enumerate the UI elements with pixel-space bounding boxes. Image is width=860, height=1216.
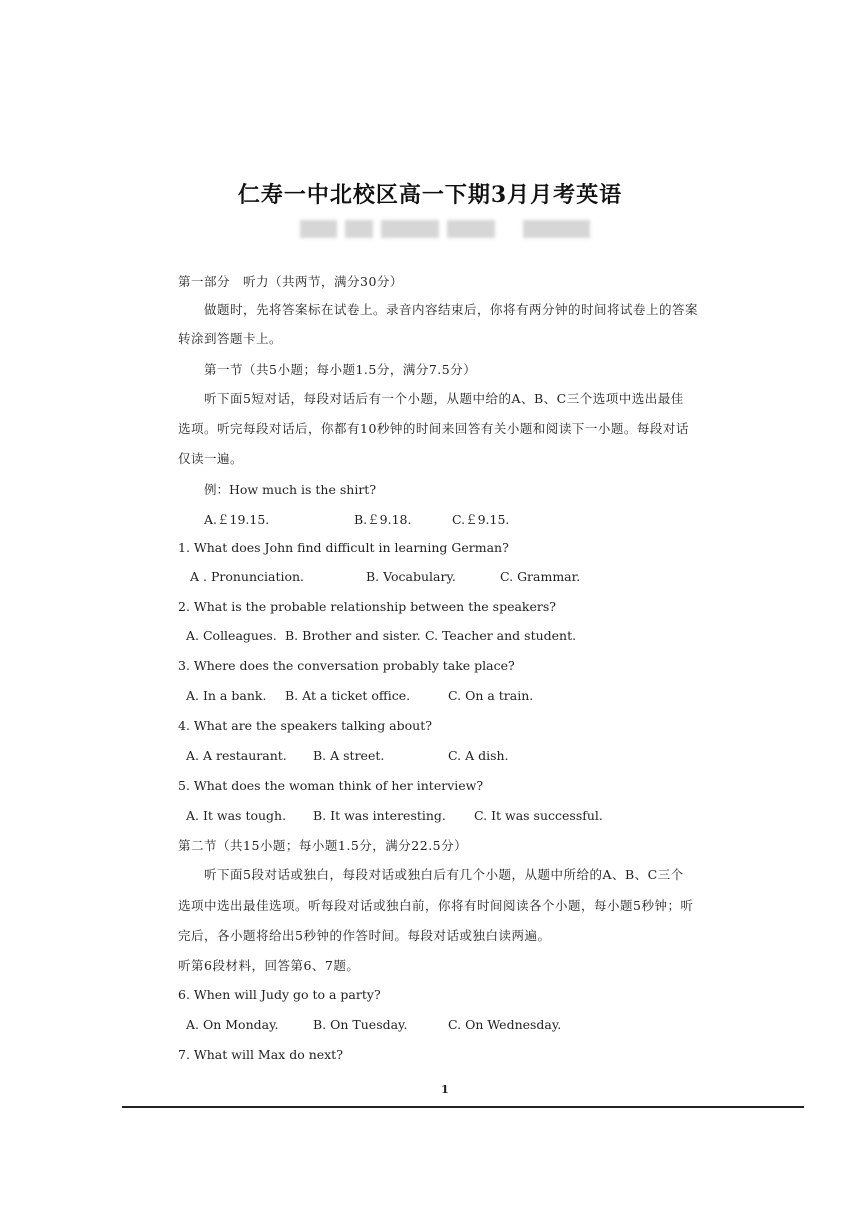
section1-directions-1: 听下面5短对话，每段对话后有一个小题，从题中给的A、B、C三个选项中选出最佳 xyxy=(204,391,684,406)
question-3: 3. Where does the conversation probably take place? xyxy=(178,658,515,673)
question-6: 6. When will Judy go to a party? xyxy=(178,987,381,1002)
section1-heading: 第一节（共5小题；每小题1.5分，满分7.5分） xyxy=(204,362,477,377)
question-2-option-b: B. Brother and sister. xyxy=(285,628,421,643)
question-1-option-b: B. Vocabulary. xyxy=(366,569,456,584)
question-1-option-c: C. Grammar. xyxy=(500,569,581,584)
question-5: 5. What does the woman think of her interview? xyxy=(178,778,484,793)
section1-directions-2: 选项。听完每段对话后，你都有10秒钟的时间来回答有关小题和阅读下一小题。每段对话 xyxy=(178,421,689,436)
question-1: 1. What does John find difficult in learning German? xyxy=(178,540,509,555)
instructions-line-2: 转涂到答题卡上。 xyxy=(178,331,283,346)
example-option-b: B.￡9.18. xyxy=(354,512,412,527)
example-question: 例：How much is the shirt? xyxy=(204,482,377,497)
page-number: 1 xyxy=(441,1083,449,1096)
question-3-option-c: C. On a train. xyxy=(448,688,534,703)
question-6-option-b: B. On Tuesday. xyxy=(313,1017,408,1032)
section2-directions-1: 听下面5段对话或独白，每段对话或独白后有几个小题，从题中所给的A、B、C三个 xyxy=(204,867,684,882)
question-4-option-b: B. A street. xyxy=(313,748,385,763)
section2-material-6: 听第6段材料，回答第6、7题。 xyxy=(178,958,360,973)
section1-directions-3: 仅读一遍。 xyxy=(178,451,244,466)
question-3-option-b: B. At a ticket office. xyxy=(285,688,411,703)
section2-directions-3: 完后，各小题将给出5秒钟的作答时间。每段对话或独白读两遍。 xyxy=(178,928,551,943)
example-option-c: C.￡9.15. xyxy=(452,512,510,527)
question-4: 4. What are the speakers talking about? xyxy=(178,718,432,733)
question-5-option-c: C. It was successful. xyxy=(474,808,603,823)
question-1-option-a: A . Pronunciation. xyxy=(190,569,305,584)
redacted-subtitle xyxy=(300,220,590,238)
footer-rule xyxy=(122,1106,804,1108)
example-option-a: A.￡19.15. xyxy=(204,512,270,527)
question-5-option-a: A. It was tough. xyxy=(186,808,287,823)
part1-heading: 第一部分 听力（共两节，满分30分） xyxy=(178,274,403,289)
question-4-option-a: A. A restaurant. xyxy=(186,748,287,763)
exam-title: 仁寿一中北校区高一下期3月月考英语 xyxy=(237,182,623,208)
question-2-option-c: C. Teacher and student. xyxy=(425,628,577,643)
question-7: 7. What will Max do next? xyxy=(178,1047,343,1062)
question-3-option-a: A. In a bank. xyxy=(186,688,267,703)
section2-heading: 第二节（共15小题；每小题1.5分，满分22.5分） xyxy=(178,838,468,853)
question-2-option-a: A. Colleagues. xyxy=(186,628,277,643)
question-2: 2. What is the probable relationship between the speakers? xyxy=(178,599,556,614)
question-6-option-a: A. On Monday. xyxy=(186,1017,279,1032)
question-4-option-c: C. A dish. xyxy=(448,748,509,763)
question-6-option-c: C. On Wednesday. xyxy=(448,1017,562,1032)
section2-directions-2: 选项中选出最佳选项。听每段对话或独白前，你将有时间阅读各个小题，每小题5秒钟；听 xyxy=(178,898,694,913)
question-5-option-b: B. It was interesting. xyxy=(313,808,446,823)
instructions-line-1: 做题时，先将答案标在试卷上。录音内容结束后，你将有两分钟的时间将试卷上的答案 xyxy=(204,302,699,317)
